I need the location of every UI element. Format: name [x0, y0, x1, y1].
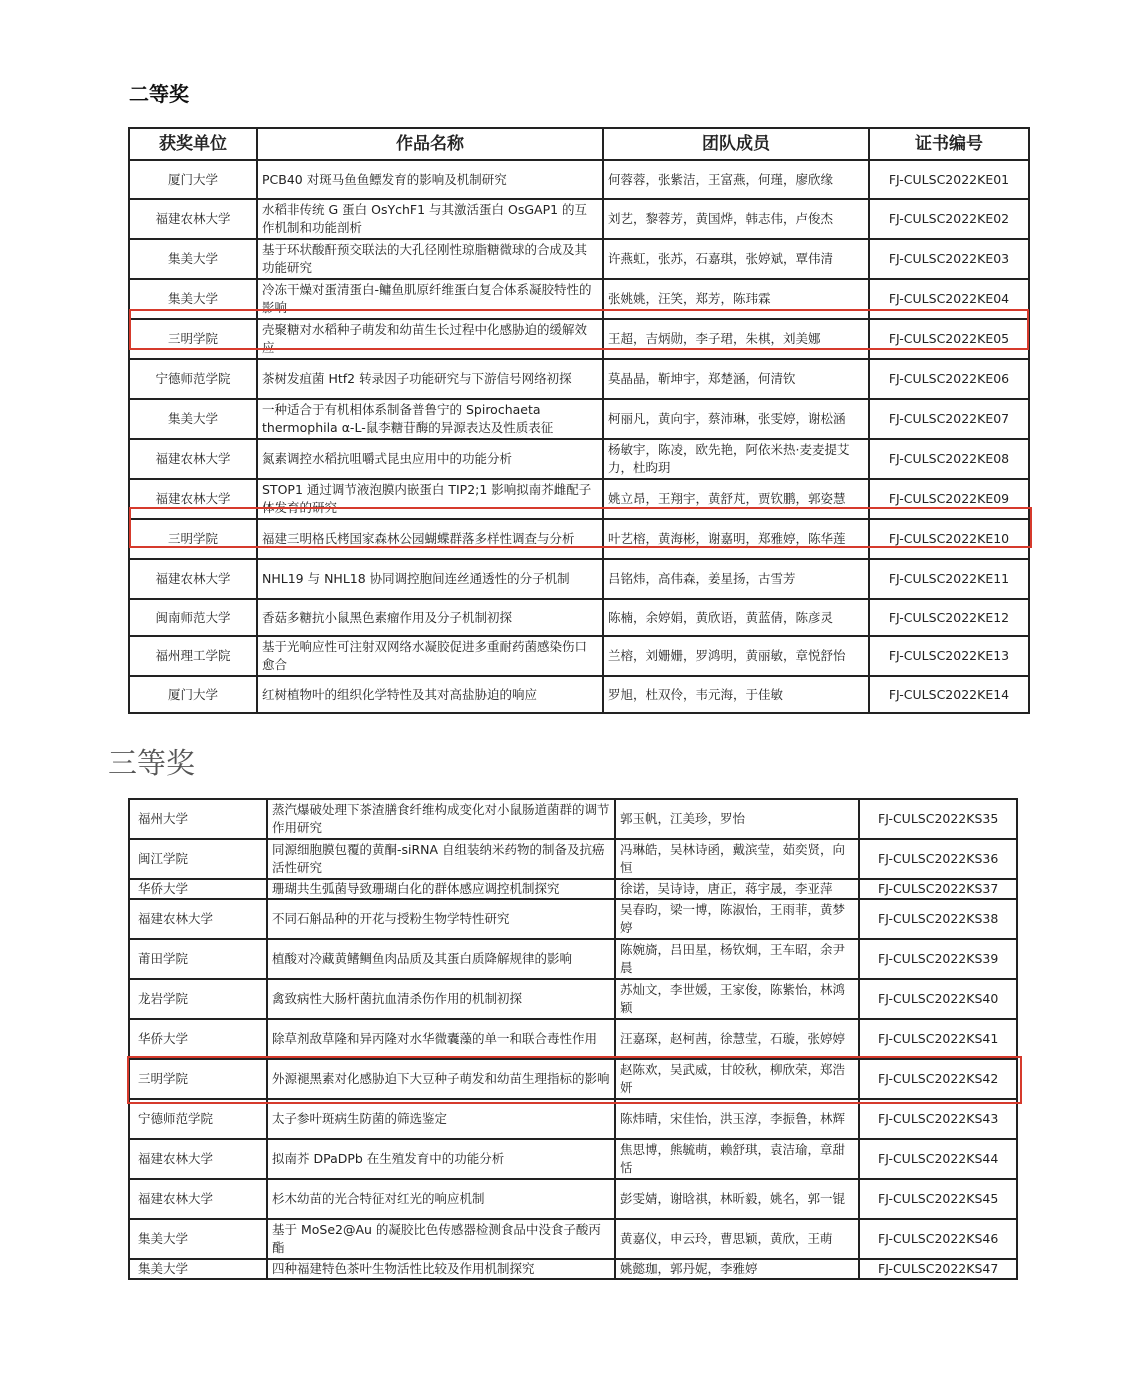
cell-unit: 集美大学 — [129, 1219, 267, 1259]
cell-members: 莫晶晶，靳坤宇，郑楚涵，何清钦 — [603, 359, 869, 399]
cell-title: 水稻非传统 G 蛋白 OsYchF1 与其激活蛋白 OsGAP1 的互作机制和功能剖析 — [257, 199, 603, 239]
table-row — [129, 1179, 1017, 1219]
third-prize-rows — [129, 799, 1017, 1279]
cell-cert: FJ-CULSC2022KE01 — [869, 160, 1029, 199]
table-row — [129, 479, 1029, 519]
cell-members: 彭雯婧，谢晗祺，林昕毅，姚名，郭一锟 — [615, 1179, 859, 1219]
table-row — [129, 799, 1017, 839]
cell-cert: FJ-CULSC2022KS35 — [859, 799, 1017, 839]
cell-cert: FJ-CULSC2022KE09 — [869, 479, 1029, 519]
table-row — [129, 319, 1029, 359]
cell-cert: FJ-CULSC2022KE11 — [869, 559, 1029, 599]
cell-members: 刘艺，黎蓉芳，黄国烨，韩志伟，卢俊杰 — [603, 199, 869, 239]
third-prize-heading: 三等奖 — [108, 746, 196, 780]
column-header-unit: 获奖单位 — [129, 128, 257, 160]
table-row — [129, 599, 1029, 636]
cell-title: 不同石斛品种的开花与授粉生物学特性研究 — [267, 899, 615, 939]
second-prize-table — [128, 127, 1030, 714]
cell-members: 黄嘉仪，申云玲，曹思颖，黄欣，王萌 — [615, 1219, 859, 1259]
cell-unit: 龙岩学院 — [129, 979, 267, 1019]
cell-cert: FJ-CULSC2022KE05 — [869, 319, 1029, 359]
cell-cert: FJ-CULSC2022KE04 — [869, 279, 1029, 319]
cell-members: 罗旭，杜双伶，韦元海，于佳敏 — [603, 676, 869, 713]
cell-members: 陈炜晴，宋佳怡，洪玉淳，李振鲁，林辉 — [615, 1099, 859, 1139]
table-row — [129, 1259, 1017, 1279]
cell-unit: 福建农林大学 — [129, 1179, 267, 1219]
cell-cert: FJ-CULSC2022KS36 — [859, 839, 1017, 879]
cell-unit: 福建农林大学 — [129, 1139, 267, 1179]
table-row — [129, 1019, 1017, 1059]
cell-members: 兰榕，刘姗姗，罗鸿明，黄丽敏，章悦舒怡 — [603, 636, 869, 676]
cell-members: 许燕虹，张苏，石嘉琪，张婷斌，覃伟清 — [603, 239, 869, 279]
cell-title: 壳聚糖对水稻种子萌发和幼苗生长过程中化感胁迫的缓解效应 — [257, 319, 603, 359]
table-row — [129, 839, 1017, 879]
cell-cert: FJ-CULSC2022KS39 — [859, 939, 1017, 979]
second-prize-rows — [129, 160, 1029, 713]
cell-title: 基于光响应性可注射双网络水凝胶促进多重耐药菌感染伤口愈合 — [257, 636, 603, 676]
cell-unit: 三明学院 — [129, 319, 257, 359]
cell-members: 陈婉旖，吕田星，杨钦炯，王车昭，余尹晨 — [615, 939, 859, 979]
cell-unit: 福州理工学院 — [129, 636, 257, 676]
cell-cert: FJ-CULSC2022KS42 — [859, 1059, 1017, 1099]
cell-unit: 宁德师范学院 — [129, 359, 257, 399]
cell-title: 四种福建特色茶叶生物活性比较及作用机制探究 — [267, 1259, 615, 1279]
cell-members: 叶艺榕，黄海彬，谢嘉明，郑雅婷，陈华莲 — [603, 519, 869, 559]
cell-unit: 福建农林大学 — [129, 899, 267, 939]
cell-unit: 三明学院 — [129, 519, 257, 559]
cell-members: 姚立昂，王翔宇，黄舒芃，贾钦鹏，郭姿慧 — [603, 479, 869, 519]
cell-title: PCB40 对斑马鱼鱼鳔发育的影响及机制研究 — [257, 160, 603, 199]
table-row — [129, 359, 1029, 399]
cell-cert: FJ-CULSC2022KE03 — [869, 239, 1029, 279]
cell-title: 红树植物叶的组织化学特性及其对高盐胁迫的响应 — [257, 676, 603, 713]
cell-members: 冯琳皓，吴林诗函，戴滨莹，茹奕贤，向恒 — [615, 839, 859, 879]
cell-members: 张姚姚，汪笑，郑芳，陈玮霖 — [603, 279, 869, 319]
cell-title: 珊瑚共生弧菌导致珊瑚白化的群体感应调控机制探究 — [267, 879, 615, 899]
cell-title: 氮素调控水稻抗咀嚼式昆虫应用中的功能分析 — [257, 439, 603, 479]
cell-cert: FJ-CULSC2022KS45 — [859, 1179, 1017, 1219]
cell-title: 禽致病性大肠杆菌抗血清杀伤作用的机制初探 — [267, 979, 615, 1019]
cell-unit: 厦门大学 — [129, 160, 257, 199]
table-row — [129, 439, 1029, 479]
cell-unit: 华侨大学 — [129, 1019, 267, 1059]
cell-unit: 集美大学 — [129, 1259, 267, 1279]
cell-title: 太子参叶斑病生防菌的筛选鉴定 — [267, 1099, 615, 1139]
table-row — [129, 399, 1029, 439]
cell-unit: 福建农林大学 — [129, 199, 257, 239]
cell-unit: 福建农林大学 — [129, 439, 257, 479]
cell-unit: 集美大学 — [129, 239, 257, 279]
cell-cert: FJ-CULSC2022KS40 — [859, 979, 1017, 1019]
table-row — [129, 239, 1029, 279]
cell-cert: FJ-CULSC2022KE13 — [869, 636, 1029, 676]
cell-members: 陈楠，余婷娟，黄欣语，黄蓝倩，陈彦灵 — [603, 599, 869, 636]
cell-title: 基于 MoSe2@Au 的凝胶比色传感器检测食品中没食子酸丙酯 — [267, 1219, 615, 1259]
cell-unit: 集美大学 — [129, 399, 257, 439]
cell-members: 赵陈欢，吴武威，甘皎秋，柳欣荣，郑浩妍 — [615, 1059, 859, 1099]
cell-title: 蒸汽爆破处理下茶渣膳食纤维构成变化对小鼠肠道菌群的调节作用研究 — [267, 799, 615, 839]
third-prize-table — [128, 798, 1018, 1280]
column-header-members: 团队成员 — [603, 128, 869, 160]
table-row — [129, 899, 1017, 939]
table-row — [129, 636, 1029, 676]
cell-title: 外源褪黑素对化感胁迫下大豆种子萌发和幼苗生理指标的影响 — [267, 1059, 615, 1099]
cell-members: 王超，吉炳勋，李子珺，朱棋，刘美娜 — [603, 319, 869, 359]
table-row — [129, 879, 1017, 899]
cell-cert: FJ-CULSC2022KE07 — [869, 399, 1029, 439]
table-row — [129, 939, 1017, 979]
cell-unit: 闽南师范大学 — [129, 599, 257, 636]
table-row — [129, 1219, 1017, 1259]
cell-members: 柯丽凡，黄向宇，蔡沛琳，张雯婷，谢松涵 — [603, 399, 869, 439]
cell-title: STOP1 通过调节液泡膜内嵌蛋白 TIP2;1 影响拟南芥雌配子体发育的研究 — [257, 479, 603, 519]
table-header-row — [129, 128, 1029, 160]
second-prize-heading: 二等奖 — [129, 82, 189, 106]
cell-unit: 福州大学 — [129, 799, 267, 839]
table-row — [129, 160, 1029, 199]
cell-unit: 莆田学院 — [129, 939, 267, 979]
table-row — [129, 1059, 1017, 1099]
cell-cert: FJ-CULSC2022KS46 — [859, 1219, 1017, 1259]
cell-members: 吴春昀，梁一博，陈淑怡，王雨菲，黄梦婷 — [615, 899, 859, 939]
table-row — [129, 1139, 1017, 1179]
cell-unit: 福建农林大学 — [129, 559, 257, 599]
table-row — [129, 199, 1029, 239]
cell-cert: FJ-CULSC2022KS38 — [859, 899, 1017, 939]
cell-cert: FJ-CULSC2022KS47 — [859, 1259, 1017, 1279]
cell-title: NHL19 与 NHL18 协同调控胞间连丝通透性的分子机制 — [257, 559, 603, 599]
cell-cert: FJ-CULSC2022KE12 — [869, 599, 1029, 636]
cell-members: 汪嘉琛，赵柯茜，徐慧莹，石璇，张婷婷 — [615, 1019, 859, 1059]
cell-title: 基于环状酸酐预交联法的大孔径刚性琼脂糖微球的合成及其功能研究 — [257, 239, 603, 279]
cell-title: 冷冻干燥对蛋清蛋白-鳙鱼肌原纤维蛋白复合体系凝胶特性的影响 — [257, 279, 603, 319]
cell-title: 杉木幼苗的光合特征对红光的响应机制 — [267, 1179, 615, 1219]
cell-members: 焦思博，熊毓萌，赖舒琪，袁洁瑜，章甜恬 — [615, 1139, 859, 1179]
cell-unit: 华侨大学 — [129, 879, 267, 899]
cell-title: 香菇多糖抗小鼠黑色素瘤作用及分子机制初探 — [257, 599, 603, 636]
cell-members: 徐诺，吴诗诗，唐正，蒋宇晟，李亚萍 — [615, 879, 859, 899]
cell-unit: 闽江学院 — [129, 839, 267, 879]
cell-cert: FJ-CULSC2022KS44 — [859, 1139, 1017, 1179]
cell-title: 拟南芥 DPaDPb 在生殖发育中的功能分析 — [267, 1139, 615, 1179]
cell-unit: 三明学院 — [129, 1059, 267, 1099]
table-row — [129, 519, 1029, 559]
table-row — [129, 1099, 1017, 1139]
cell-title: 除草剂敌草隆和异丙隆对水华微囊藻的单一和联合毒性作用 — [267, 1019, 615, 1059]
cell-title: 同源细胞膜包覆的黄酮-siRNA 自组装纳米药物的制备及抗癌活性研究 — [267, 839, 615, 879]
cell-cert: FJ-CULSC2022KS41 — [859, 1019, 1017, 1059]
cell-cert: FJ-CULSC2022KE08 — [869, 439, 1029, 479]
cell-members: 郭玉帆，江美珍，罗怡 — [615, 799, 859, 839]
cell-cert: FJ-CULSC2022KS37 — [859, 879, 1017, 899]
cell-members: 吕铭炜，高伟森，姜星扬，古雪芳 — [603, 559, 869, 599]
table-row — [129, 559, 1029, 599]
cell-unit: 福建农林大学 — [129, 479, 257, 519]
cell-title: 一种适合于有机相体系制备普鲁宁的 Spirochaeta thermophila α-L-鼠李糖苷酶的异源表达及性质表征 — [257, 399, 603, 439]
cell-members: 杨敏宇，陈凌，欧先艳，阿依米热·麦麦提艾力，杜昀玥 — [603, 439, 869, 479]
cell-cert: FJ-CULSC2022KE10 — [869, 519, 1029, 559]
cell-members: 姚懿珈，郭丹妮，李雅婷 — [615, 1259, 859, 1279]
cell-title: 茶树发疽菌 Htf2 转录因子功能研究与下游信号网络初探 — [257, 359, 603, 399]
cell-title: 福建三明格氏栲国家森林公园蝴蝶群落多样性调查与分析 — [257, 519, 603, 559]
cell-cert: FJ-CULSC2022KE02 — [869, 199, 1029, 239]
cell-unit: 厦门大学 — [129, 676, 257, 713]
cell-members: 何蓉蓉，张紫洁，王富燕，何瑾，廖欣缘 — [603, 160, 869, 199]
cell-title: 植酸对冷藏黄鳍鲷鱼肉品质及其蛋白质降解规律的影响 — [267, 939, 615, 979]
table-row — [129, 979, 1017, 1019]
cell-cert: FJ-CULSC2022KE06 — [869, 359, 1029, 399]
column-header-title: 作品名称 — [257, 128, 603, 160]
cell-members: 苏灿文，李世媛，王家俊，陈紫怡，林鸿颖 — [615, 979, 859, 1019]
table-row — [129, 676, 1029, 713]
cell-unit: 宁德师范学院 — [129, 1099, 267, 1139]
cell-cert: FJ-CULSC2022KS43 — [859, 1099, 1017, 1139]
cell-unit: 集美大学 — [129, 279, 257, 319]
table-row — [129, 279, 1029, 319]
cell-cert: FJ-CULSC2022KE14 — [869, 676, 1029, 713]
column-header-cert: 证书编号 — [869, 128, 1029, 160]
